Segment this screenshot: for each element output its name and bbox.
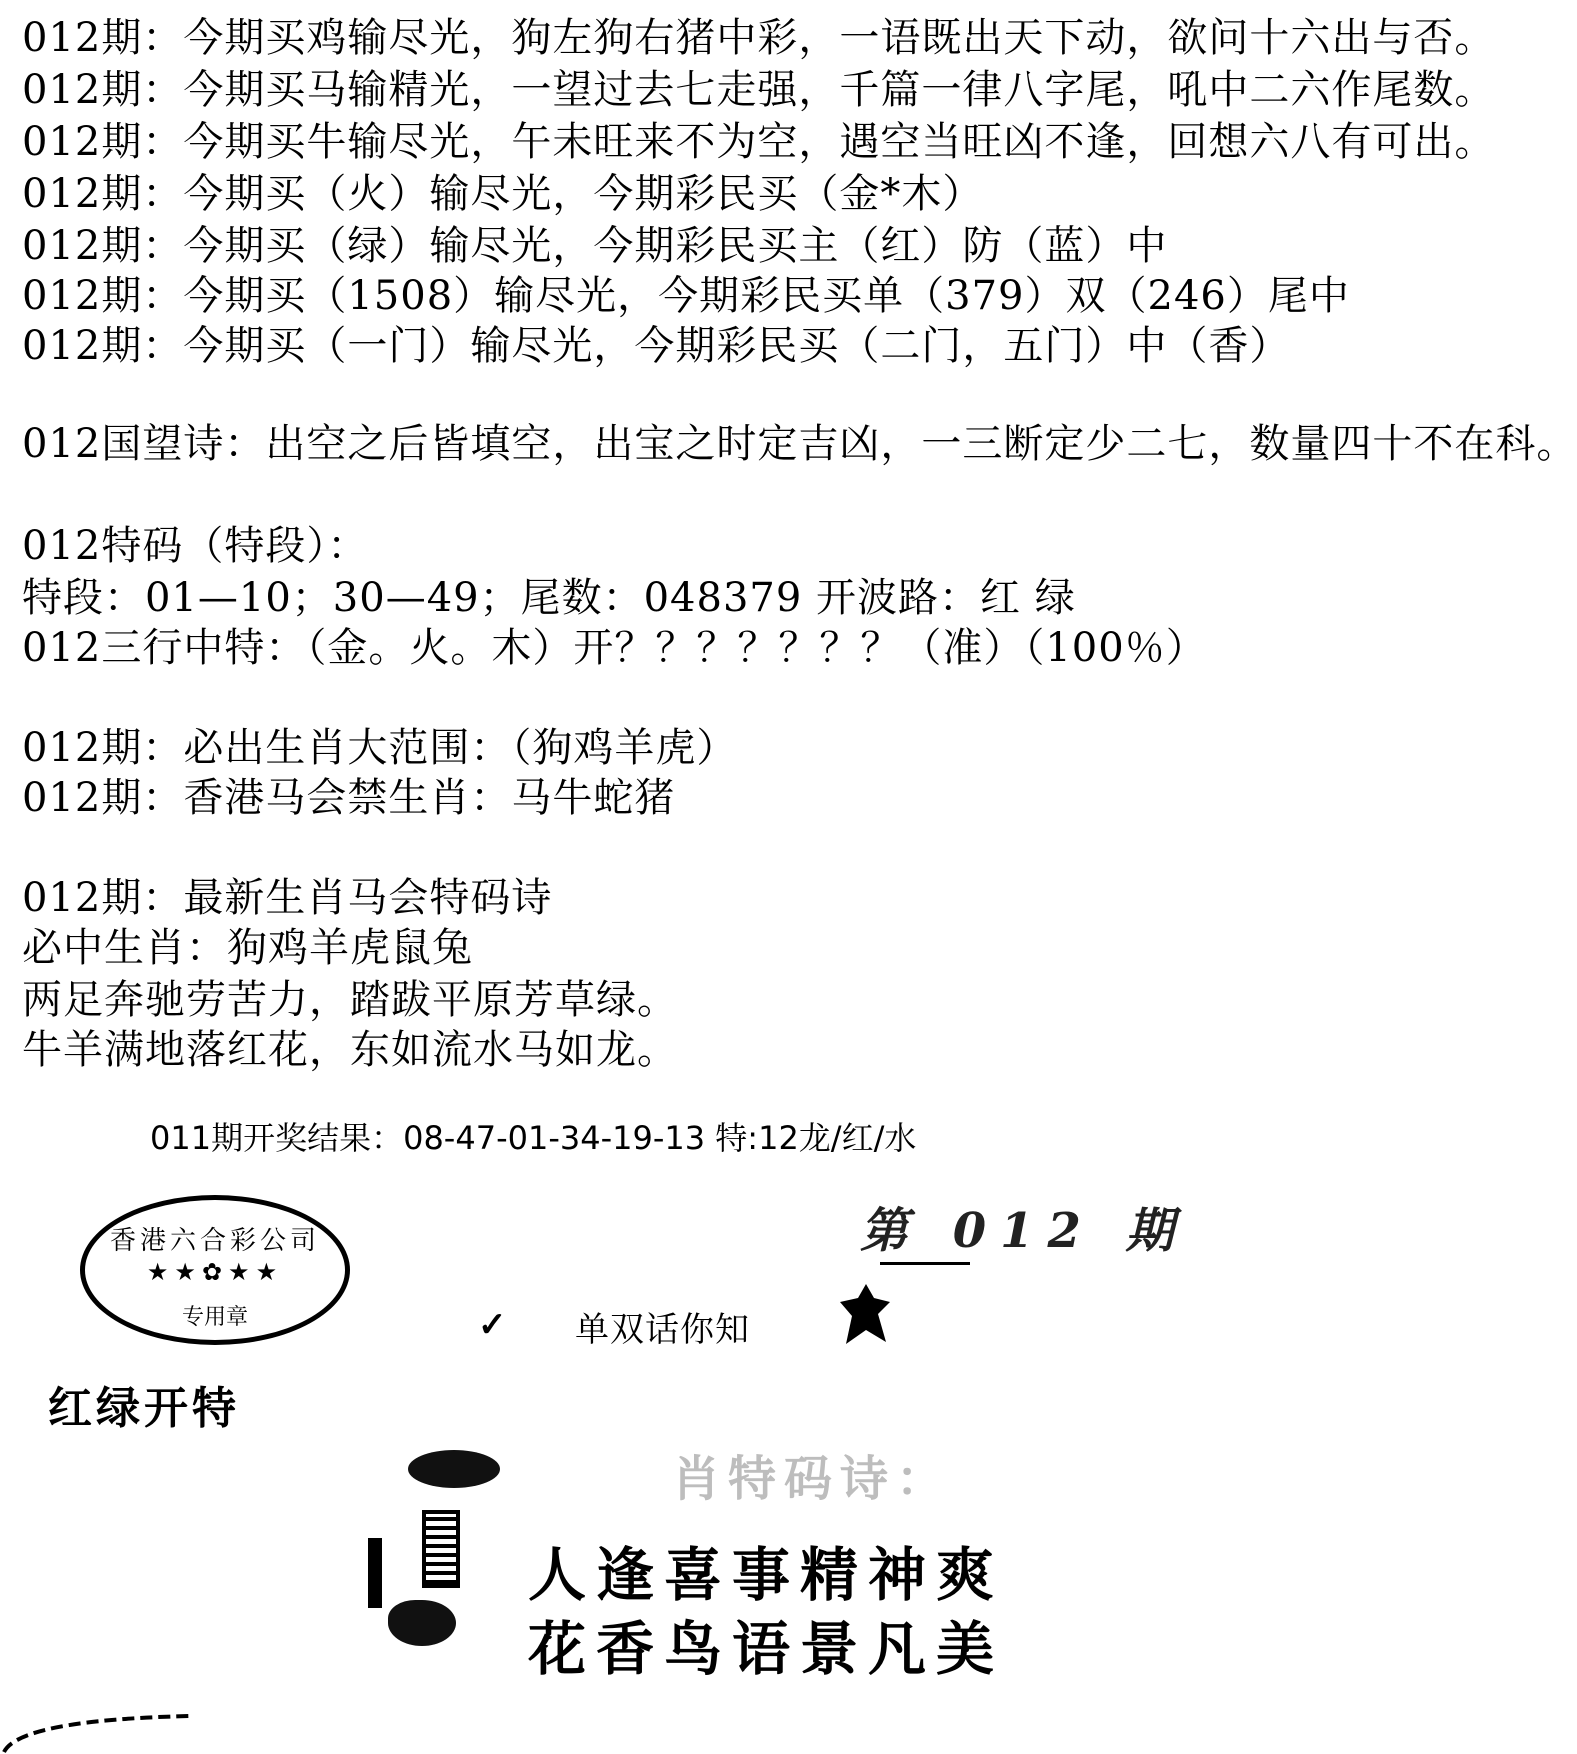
line-2: 012期：今期买马输精光，一望过去七走强，千篇一律八字尾，吼中二六作尾数。 xyxy=(22,67,1496,113)
issue-handwritten: 第 012 期 xyxy=(860,1203,1188,1259)
line-7: 012期：今期买（一门）输尽光，今期彩民买（二门，五门）中（香） xyxy=(22,323,1291,369)
special-code-line: 012特码（特段）： xyxy=(22,523,369,569)
national-poem-line: 012国望诗：出空之后皆填空，出宝之时定吉凶，一三断定少二七，数量四十不在科。 xyxy=(22,421,1577,467)
stamp-bottom-text: 专用章 xyxy=(181,1305,248,1330)
photo-strip xyxy=(368,1538,382,1608)
tick-mark-icon: ✓ xyxy=(478,1305,507,1345)
poem-line-1: 两足奔驰劳苦力，踏跋平原芳草绿。 xyxy=(22,977,678,1023)
corner-dashed-curve xyxy=(0,1712,200,1752)
line-6: 012期：今期买（1508）输尽光，今期彩民买单（379）双（246）尾中 xyxy=(22,273,1350,319)
line-4: 012期：今期买（火）输尽光，今期彩民买（金*木） xyxy=(22,171,984,217)
zodiac-poem-title: 肖特码诗： xyxy=(672,1451,953,1507)
big-poem-line-1: 人逢喜事精神爽 xyxy=(528,1541,1005,1609)
issue-underline xyxy=(880,1262,970,1265)
photo-box xyxy=(422,1510,460,1588)
banned-zodiac-line: 012期：香港马会禁生肖：马牛蛇猪 xyxy=(22,775,676,821)
line-5: 012期：今期买（绿）输尽光，今期彩民买主（红）防（蓝）中 xyxy=(22,223,1168,269)
poem-line-2: 牛羊满地落红花，东如流水马如龙。 xyxy=(22,1027,678,1073)
must-zodiac-line: 012期：必出生肖大范围：（狗鸡羊虎） xyxy=(22,725,738,771)
must-hit-zodiac-line: 必中生肖：狗鸡羊虎鼠兔 xyxy=(22,925,473,971)
photo-bulb xyxy=(388,1600,456,1646)
line-1: 012期：今期买鸡输尽光，狗左狗右猪中彩，一语既出天下动，欲问十六出与否。 xyxy=(22,15,1496,61)
line-3: 012期：今期买牛输尽光，午未旺来不为空，遇空当旺凶不逢，回想六八有可出。 xyxy=(22,119,1496,165)
ink-blob-icon xyxy=(408,1450,500,1488)
ink-blot-icon xyxy=(836,1280,896,1350)
draw-result: 011期开奖结果：08-47-01-34-19-13 特:12龙/红/水 xyxy=(150,1119,917,1157)
single-double-label: 单双话你知 xyxy=(575,1310,750,1350)
company-stamp xyxy=(80,1195,350,1345)
poem-title-line: 012期：最新生肖马会特码诗 xyxy=(22,875,553,921)
red-green-label: 红绿开特 xyxy=(48,1383,240,1434)
three-elements-line: 012三行中特：（金。火。木）开？？？？？？？（准）（100％） xyxy=(22,625,1207,671)
special-range-line: 特段：01—10；30—49；尾数：048379 开波路：红 绿 xyxy=(22,575,1076,621)
decorative-image xyxy=(360,1500,460,1650)
stamp-top-text: 香港六合彩公司 xyxy=(109,1226,320,1256)
stamp-stars: ★★✿★★ xyxy=(146,1258,284,1286)
big-poem-line-2: 花香鸟语景凡美 xyxy=(528,1615,1005,1683)
